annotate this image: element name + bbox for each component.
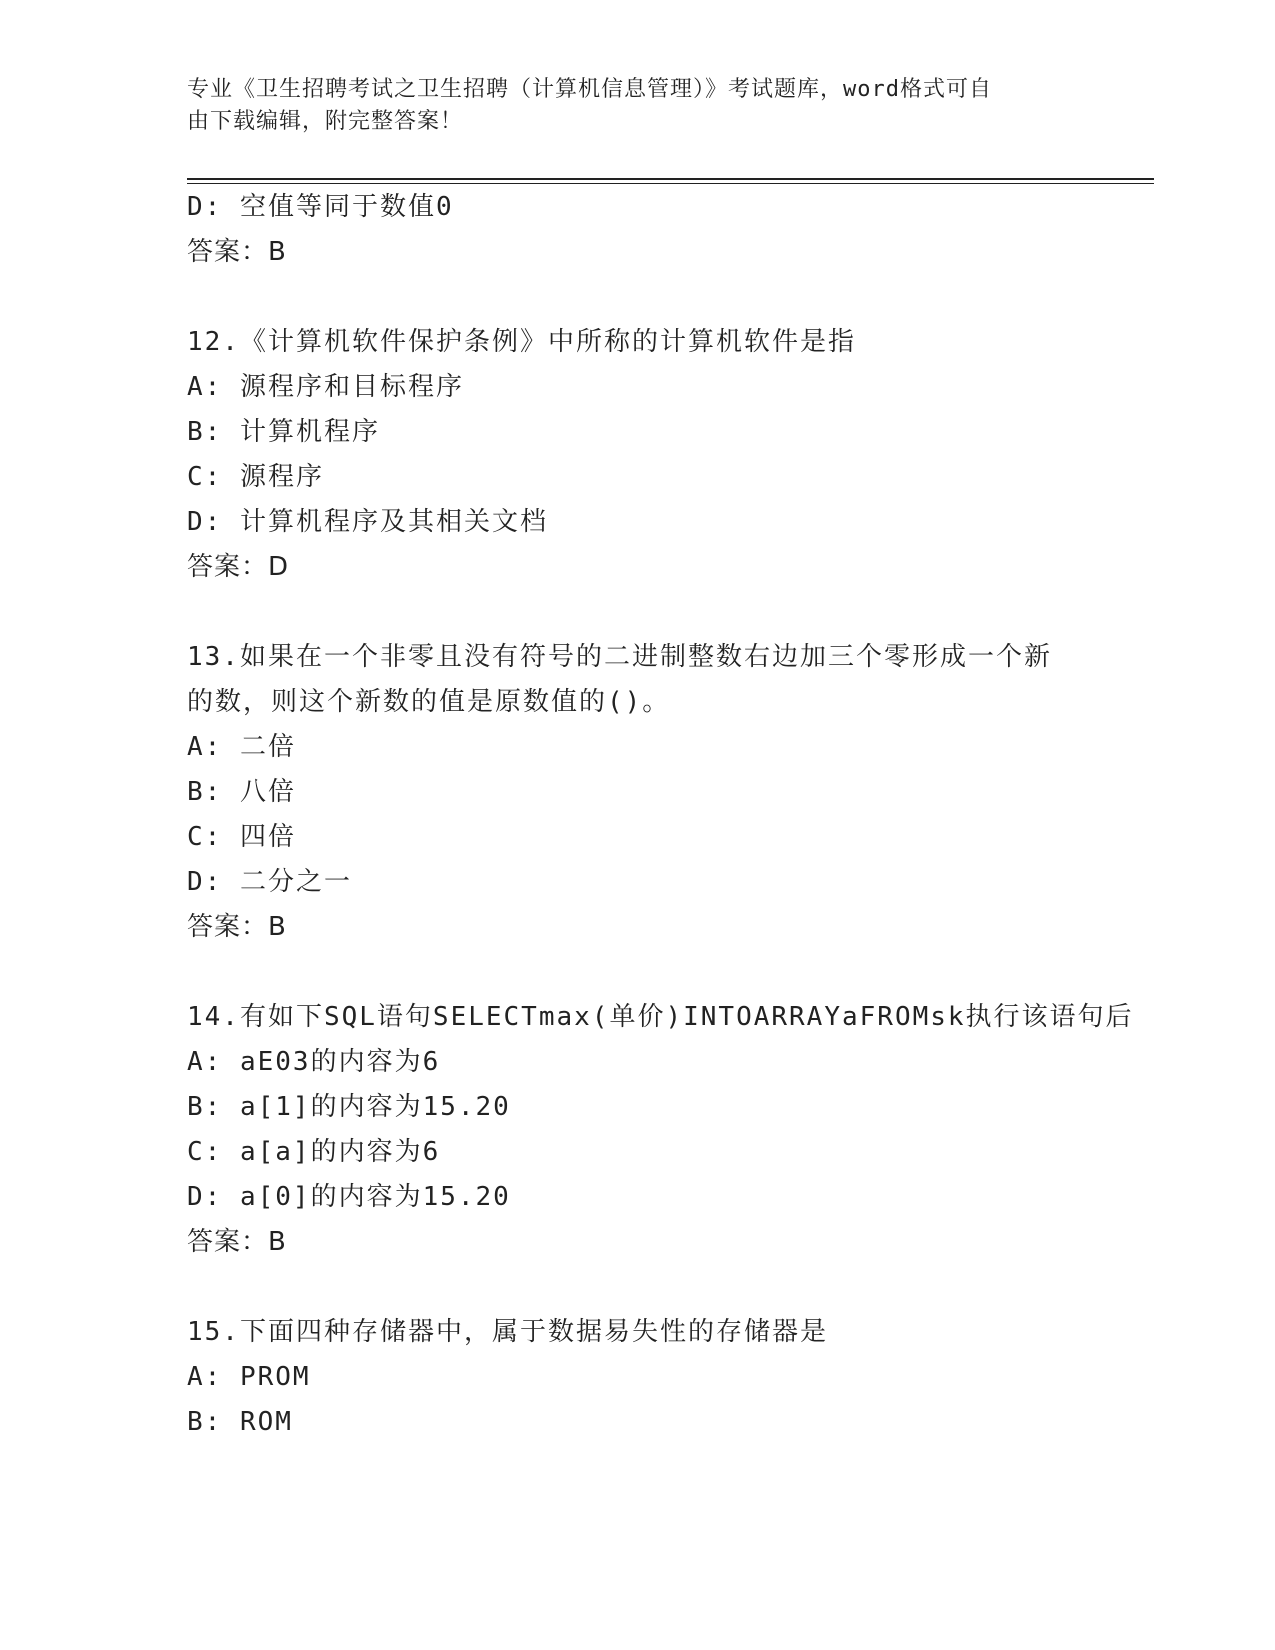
q13-question-line-1: 13.如果在一个非零且没有符号的二进制整数右边加三个零形成一个新 — [187, 642, 1052, 672]
q15-question: 15.下面四种存储器中，属于数据易失性的存储器是 — [187, 1317, 828, 1347]
header-divider-top — [187, 178, 1154, 180]
q14-option-a: A: aE03的内容为6 — [187, 1047, 441, 1077]
header-divider-bottom — [187, 183, 1154, 184]
header-line-1: 专业《卫生招聘考试之卫生招聘（计算机信息管理）》考试题库，word格式可自 — [187, 77, 992, 102]
q14-option-b: B: a[1]的内容为15.20 — [187, 1092, 511, 1122]
q14-option-d: D: a[0]的内容为15.20 — [187, 1182, 511, 1212]
q14-question: 14.有如下SQL语句SELECTmax(单价)INTOARRAYaFROMsk执行该语句后 — [187, 1002, 1134, 1032]
q12-option-d: D: 计算机程序及其相关文档 — [187, 507, 548, 537]
q13-option-b: B: 八倍 — [187, 777, 296, 807]
q13-option-d: D: 二分之一 — [187, 867, 352, 897]
q12-option-c: C: 源程序 — [187, 462, 324, 492]
q15-option-a: A: PROM — [187, 1362, 311, 1392]
q13-question-line-2: 的数，则这个新数的值是原数值的()。 — [187, 687, 671, 717]
q11-answer: 答案：B — [187, 237, 287, 267]
q14-option-c: C: a[a]的内容为6 — [187, 1137, 441, 1167]
q14-answer: 答案：B — [187, 1227, 287, 1257]
q13-answer: 答案：B — [187, 912, 287, 942]
document-header — [187, 74, 1067, 138]
header-line-2: 由下载编辑，附完整答案！ — [187, 109, 464, 134]
q13-option-c: C: 四倍 — [187, 822, 296, 852]
q15-option-b: B: ROM — [187, 1407, 293, 1437]
q12-option-a: A: 源程序和目标程序 — [187, 372, 464, 402]
q12-answer: 答案：D — [187, 552, 290, 582]
q13-option-a: A: 二倍 — [187, 732, 296, 762]
q12-option-b: B: 计算机程序 — [187, 417, 380, 447]
q12-question: 12.《计算机软件保护条例》中所称的计算机软件是指 — [187, 327, 856, 357]
q11-option-d: D: 空值等同于数值0 — [187, 192, 454, 222]
